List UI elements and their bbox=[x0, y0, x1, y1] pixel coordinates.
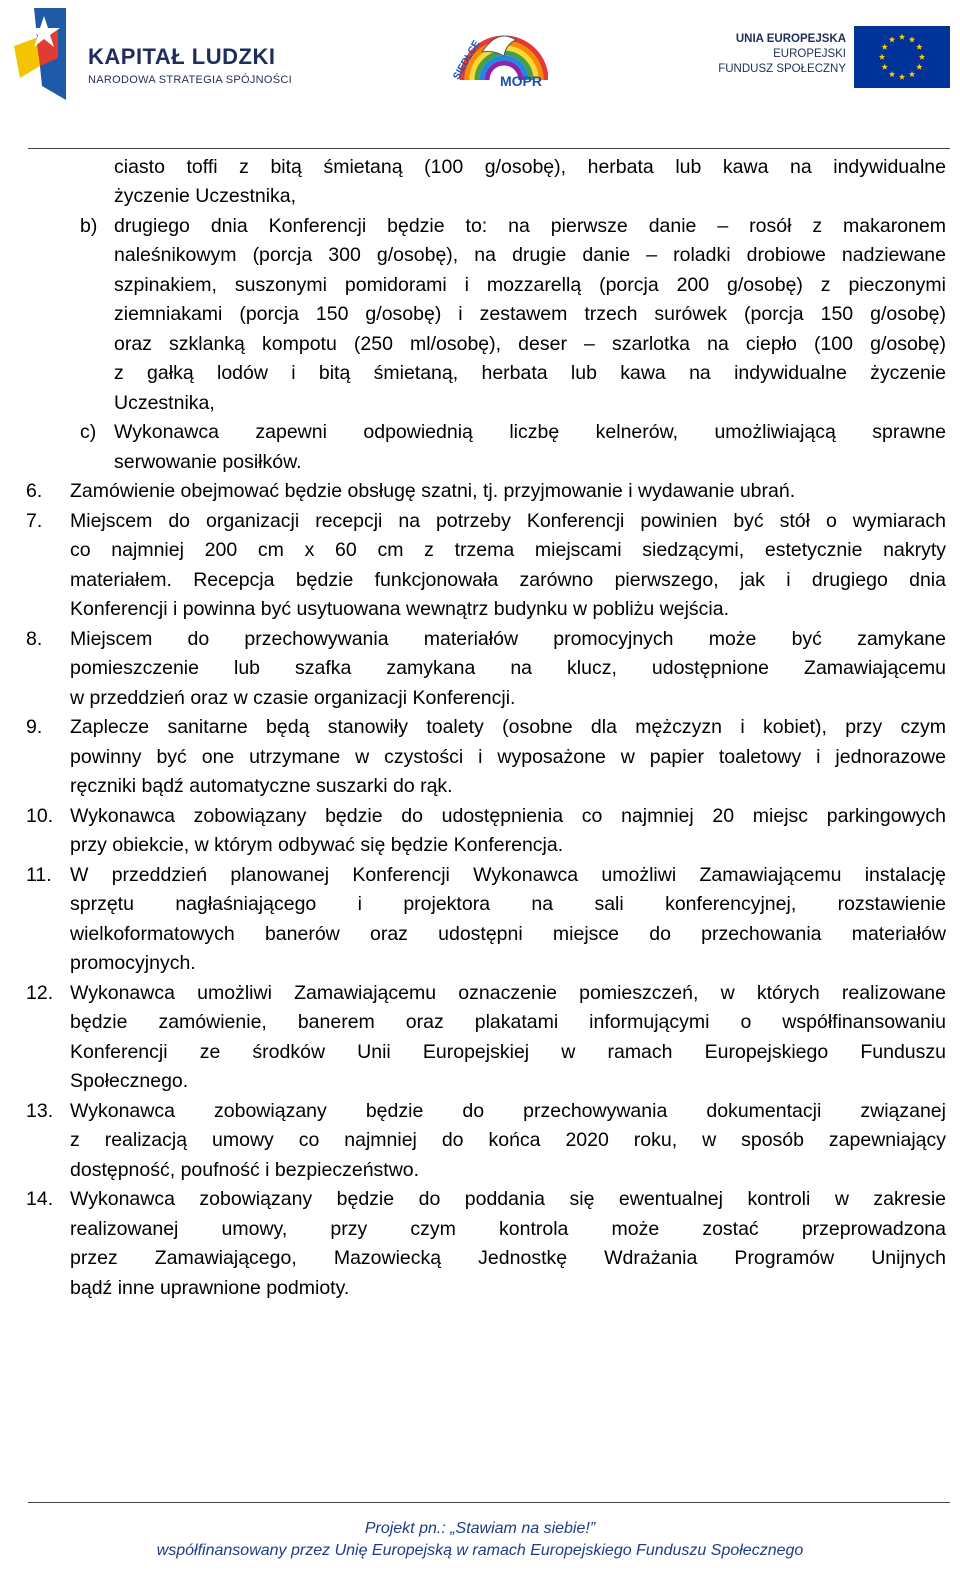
list-number-12: 12. bbox=[26, 982, 54, 1004]
eu-flag-icon bbox=[854, 26, 950, 88]
text-line: Miejscem do przechowywania materiałów promocyjnych może być zamykane bbox=[70, 628, 946, 650]
list-number-6: 6. bbox=[26, 480, 43, 502]
siedlce-text: SIEDLCE bbox=[451, 38, 483, 82]
footer-divider bbox=[28, 1502, 950, 1503]
list-label-b: b) bbox=[80, 215, 98, 237]
text-line: Zaplecze sanitarne będą stanowiły toalety (osobne dla mężczyzn i kobiet), przy czym bbox=[70, 716, 946, 738]
text-line: z realizacją umowy co najmniej do końca 2020 roku, w sposób zapewniający bbox=[70, 1129, 946, 1151]
text-line: przez Zamawiającego, Mazowiecką Jednostkę Wdrażania Programów Unijnych bbox=[70, 1247, 946, 1269]
list-number-9: 9. bbox=[26, 716, 43, 738]
mopr-logo bbox=[448, 22, 548, 88]
text-line: szpinakiem, suszonymi pomidorami i mozzarellą (porcja 200 g/osobę) z pieczonymi bbox=[114, 274, 946, 296]
list-number-8: 8. bbox=[26, 628, 43, 650]
header-divider bbox=[28, 148, 950, 149]
text-line: realizowanej umowy, przy czym kontrola może zostać przeprowadzona bbox=[70, 1218, 946, 1240]
text-line: w przeddzień oraz w czasie organizacji Konferencji. bbox=[70, 687, 516, 709]
text-line: życzenie Uczestnika, bbox=[114, 185, 297, 207]
list-number-7: 7. bbox=[26, 510, 43, 532]
text-line: oraz szklanką kompotu (250 ml/osobę), deser – szarlotka na ciepło (100 g/osobę) bbox=[114, 333, 946, 355]
text-line: przy obiekcie, w którym odbywać się będzie Konferencja. bbox=[70, 834, 564, 856]
text-line: serwowanie posiłków. bbox=[114, 451, 302, 473]
text-line: materiałem. Recepcja będzie funkcjonowała zarówno pierwszego, jak i drugiego dnia bbox=[70, 569, 946, 591]
eu-efs-logo bbox=[718, 26, 950, 88]
text-line: z gałką lodów i bitą śmietaną, herbata lub kawa na indywidualne życzenie bbox=[114, 362, 946, 384]
text-line: dostępność, poufność i bezpieczeństwo. bbox=[70, 1159, 420, 1181]
text-line: Wykonawca zobowiązany będzie do przechowywania dokumentacji związanej bbox=[70, 1100, 946, 1122]
text-line: Wykonawca zobowiązany będzie do poddania się ewentualnej kontroli w zakresie bbox=[70, 1188, 946, 1210]
text-line: bądź inne uprawnione podmioty. bbox=[70, 1277, 350, 1299]
text-line: będzie zamówienie, banerem oraz plakatami informującymi o współfinansowaniu bbox=[70, 1011, 946, 1033]
text-line: ręczniki bądź automatyczne suszarki do rąk. bbox=[70, 775, 453, 797]
text-line: drugiego dnia Konferencji będzie to: na pierwsze danie – rosół z makaronem bbox=[114, 215, 946, 237]
text-line: Wykonawca zapewni odpowiednią liczbę kelnerów, umożliwiającą sprawne bbox=[114, 421, 946, 443]
list-number-14: 14. bbox=[26, 1188, 54, 1210]
text-line: Miejscem do organizacji recepcji na potrzeby Konferencji powinien być stół o wymiarach bbox=[70, 510, 946, 532]
kapital-ludzki-emblem-icon bbox=[14, 8, 80, 100]
text-line: co najmniej 200 cm x 60 cm z trzema miejscami siedzącymi, estetycznie nakryty bbox=[70, 539, 946, 561]
list-number-11: 11. bbox=[26, 864, 52, 886]
text-line: promocyjnych. bbox=[70, 952, 196, 974]
kapital-ludzki-title: KAPITAŁ LUDZKI bbox=[88, 44, 276, 69]
eu-line-3: FUNDUSZ SPOŁECZNY bbox=[718, 63, 846, 75]
text-line: powinny być one utrzymane w czystości i wyposażone w papier toaletowy i jednorazowe bbox=[70, 746, 946, 768]
text-line: sprzętu nagłaśniającego i projektora na sali konferencyjnej, rozstawienie bbox=[70, 893, 946, 915]
kapital-ludzki-subtitle: NARODOWA STRATEGIA SPÓJNOŚCI bbox=[88, 74, 292, 86]
text-line: Społecznego. bbox=[70, 1070, 189, 1092]
text-line: Zamówienie obejmować będzie obsługę szatni, tj. przyjmowanie i wydawanie ubrań. bbox=[70, 480, 796, 502]
text-line: ziemniakami (porcja 150 g/osobę) i zestawem trzech surówek (porcja 150 g/osobę) bbox=[114, 303, 946, 325]
text-line: pomieszczenie lub szafka zamykana na klucz, udostępnione Zamawiającemu bbox=[70, 657, 946, 679]
eu-line-1: UNIA EUROPEJSKA bbox=[735, 33, 846, 45]
footer-project-line: Projekt pn.: „Stawiam na siebie!” bbox=[364, 1520, 596, 1537]
list-number-13: 13. bbox=[26, 1100, 54, 1122]
page-footer bbox=[0, 1518, 960, 1562]
text-line: Wykonawca umożliwi Zamawiającemu oznaczenie pomieszczeń, w których realizowane bbox=[70, 982, 946, 1004]
kapital-ludzki-logo bbox=[14, 8, 292, 100]
text-line: Konferencji i powinna być usytuowana wewnątrz budynku w pobliżu wejścia. bbox=[70, 598, 730, 620]
text-line: Konferencji ze środków Unii Europejskiej w ramach Europejskiego Funduszu bbox=[70, 1041, 946, 1063]
rainbow-bird-icon bbox=[448, 22, 548, 88]
text-line: wielkoformatowych banerów oraz udostępni miejsce do przechowania materiałów bbox=[70, 923, 946, 945]
text-line: ciasto toffi z bitą śmietaną (100 g/osobę), herbata lub kawa na indywidualne bbox=[114, 156, 946, 178]
list-label-c: c) bbox=[80, 421, 97, 443]
mopr-text: MOPR bbox=[500, 73, 542, 88]
eu-text-block bbox=[718, 32, 846, 77]
footer-funding-line: współfinansowany przez Unię Europejską w ramach Europejskiego Funduszu Społecznego bbox=[156, 1542, 804, 1559]
text-line: Wykonawca zobowiązany będzie do udostępnienia co najmniej 20 miejsc parkingowych bbox=[70, 805, 946, 827]
text-line: naleśnikowym (porcja 300 g/osobę), na drugie danie – roladki drobiowe nadziewane bbox=[114, 244, 946, 266]
text-line: W przeddzień planowanej Konferencji Wykonawca umożliwi Zamawiającemu instalację bbox=[70, 864, 946, 886]
text-line: Uczestnika, bbox=[114, 392, 215, 414]
eu-line-2: EUROPEJSKI bbox=[773, 48, 846, 60]
list-number-10: 10. bbox=[26, 805, 54, 827]
